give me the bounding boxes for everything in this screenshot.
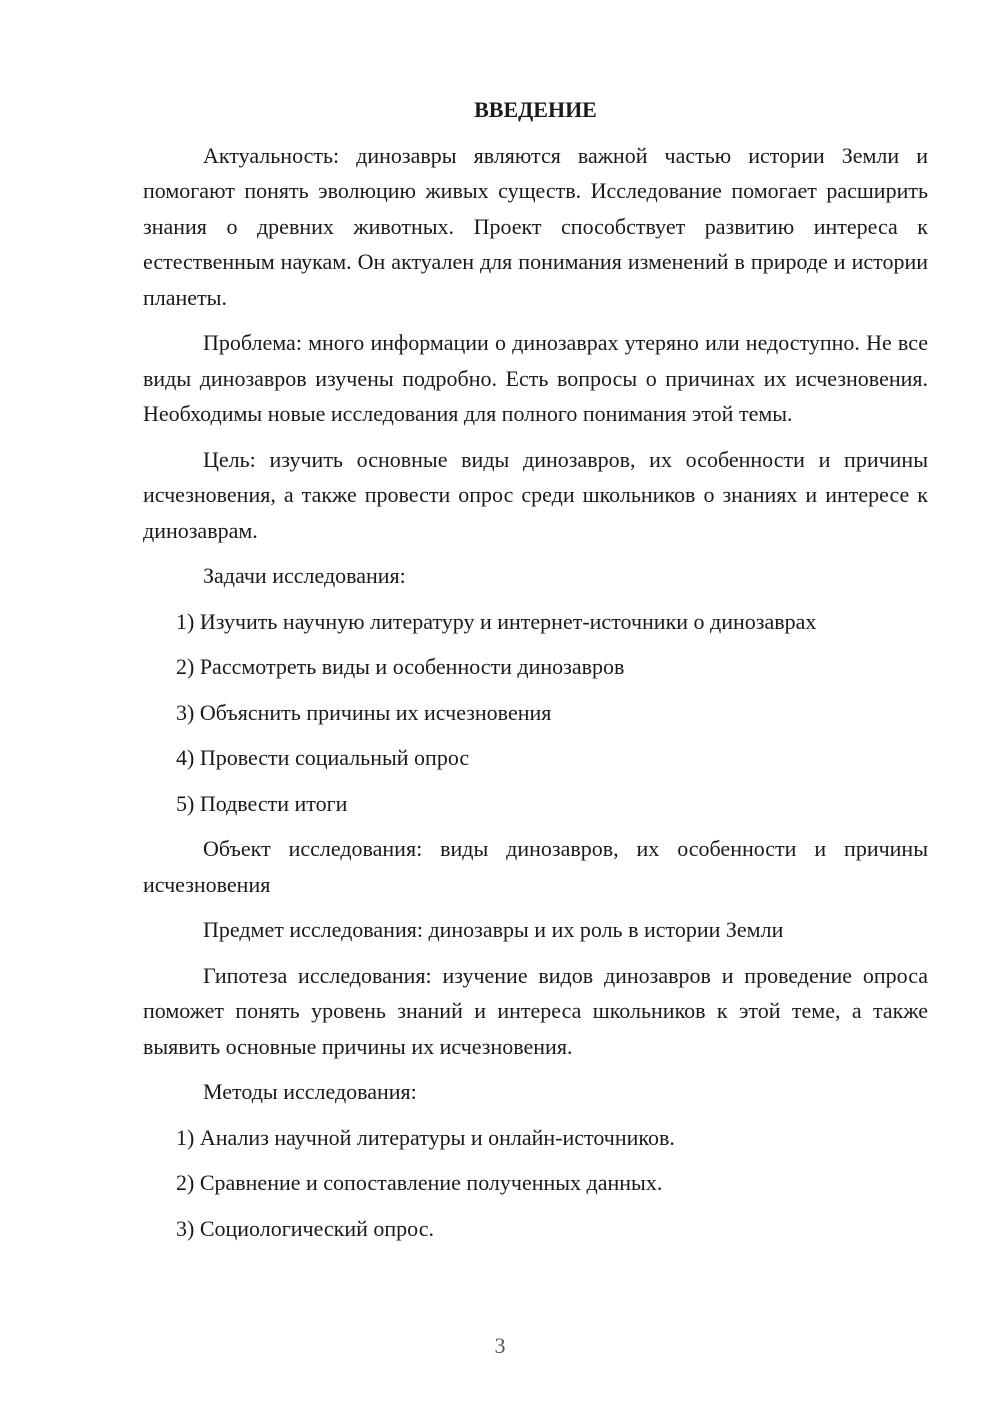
page-number: 3 xyxy=(494,1333,506,1358)
task-item: 4) Провести социальный опрос xyxy=(176,745,470,770)
problem-paragraph: Проблема: много информации о динозаврах утеряно или недоступно. Не все виды динозавров изучены подробно. Есть вопросы о причинах их исчезновения. Необходимы новые исследования для полного понимания этой темы. xyxy=(143,330,928,426)
method-item: 3) Социологический опрос. xyxy=(176,1215,434,1241)
document-page xyxy=(143,92,928,1256)
subject-paragraph: Предмет исследования: динозавры и их роль в истории Земли xyxy=(203,917,784,942)
relevance-paragraph: Актуальность: динозавры являются важной частью истории Земли и помогают понять эволюцию живых существ. Исследование помогает расширить знания о древних животных. Проект способствует развитию интереса к естественным наукам. Он актуален для понимания изменений в природе и истории планеты. xyxy=(143,142,928,310)
hypothesis-paragraph: Гипотеза исследования: изучение видов динозавров и проведение опроса поможет понять уровень знаний и интереса школьников к этой теме, а также выявить основные причины их исчезновения. xyxy=(143,962,928,1059)
tasks-heading: Задачи исследования: xyxy=(203,563,406,588)
section-title: ВВЕДЕНИЕ xyxy=(474,97,597,122)
task-item: 2) Рассмотреть виды и особенности динозавров xyxy=(176,654,625,679)
methods-heading: Методы исследования: xyxy=(203,1079,417,1104)
task-item: 5) Подвести итоги xyxy=(176,790,348,816)
goal-paragraph: Цель: изучить основные виды динозавров, их особенности и причины исчезновения, а также провести опрос среди школьников о знаниях и интересе к динозаврам. xyxy=(143,446,928,543)
object-paragraph: Объект исследования: виды динозавров, их особенности и причины исчезновения xyxy=(143,836,928,897)
task-item: 1) Изучить научную литературу и интернет-источники о динозаврах xyxy=(176,608,817,634)
method-item: 2) Сравнение и сопоставление полученных данных. xyxy=(176,1170,663,1195)
task-item: 3) Объяснить причины их исчезновения xyxy=(176,699,552,725)
method-item: 1) Анализ научной литературы и онлайн-источников. xyxy=(176,1124,675,1150)
